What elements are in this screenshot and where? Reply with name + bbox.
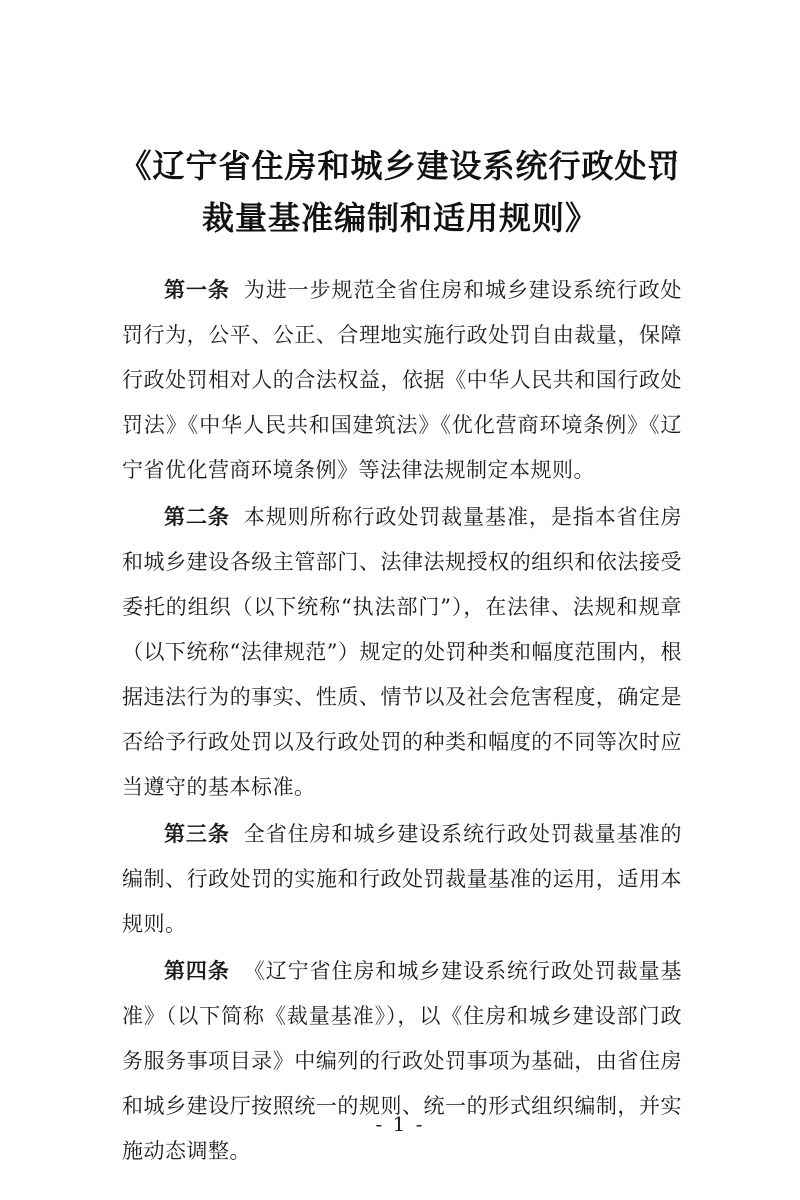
article-text: 本规则所称行政处罚裁量基准，是指本省住房和城乡建设各级主管部门、法律法规授权的组织和依法接受委托的组织（以下统称“执法部门”），在法律、法规和规章（以下统称“法律规范”）规定的处罚种类和幅度范围内，根据违法行为的事实、性质、情节以及社会危害程度，确定是否给予行政处罚以及行政处罚的种类和幅度的不同等次时应当遵守的基本标准。 xyxy=(122,505,682,799)
document-body xyxy=(122,268,682,1174)
article-number: 第三条 xyxy=(164,822,230,846)
article-text: 为进一步规范全省住房和城乡建设系统行政处罚行为，公平、公正、合理地实施行政处罚自由裁量，保障行政处罚相对人的合法权益，依据《中华人民共和国行政处罚法》《中华人民共和国建筑法》《优化营商环境条例》《辽宁省优化营商环境条例》等法律法规制定本规则。 xyxy=(122,278,682,482)
article-3 xyxy=(122,812,682,947)
title-line-2: 裁量基准编制和适用规则》 xyxy=(201,199,598,237)
title-line-1: 《辽宁省住房和城乡建设系统行政处罚 xyxy=(119,147,681,185)
page-number: - 1 - xyxy=(375,1112,425,1136)
article-2 xyxy=(122,495,682,810)
article-number: 第一条 xyxy=(164,278,230,302)
article-text: 《辽宁省住房和城乡建设系统行政处罚裁量基准》（以下简称《裁量基准》），以《住房和城乡建设部门政务服务事项目录》中编列的行政处罚事项为基础，由省住房和城乡建设厅按照统一的规则、统一的形式组织编制，并实施动态调整。 xyxy=(122,959,682,1163)
article-text: 全省住房和城乡建设系统行政处罚裁量基准的编制、行政处罚的实施和行政处罚裁量基准的运用，适用本规则。 xyxy=(122,822,682,936)
article-number: 第四条 xyxy=(164,959,230,983)
document-title xyxy=(90,140,710,244)
article-number: 第二条 xyxy=(164,505,230,529)
article-1 xyxy=(122,268,682,493)
article-4 xyxy=(122,949,682,1174)
